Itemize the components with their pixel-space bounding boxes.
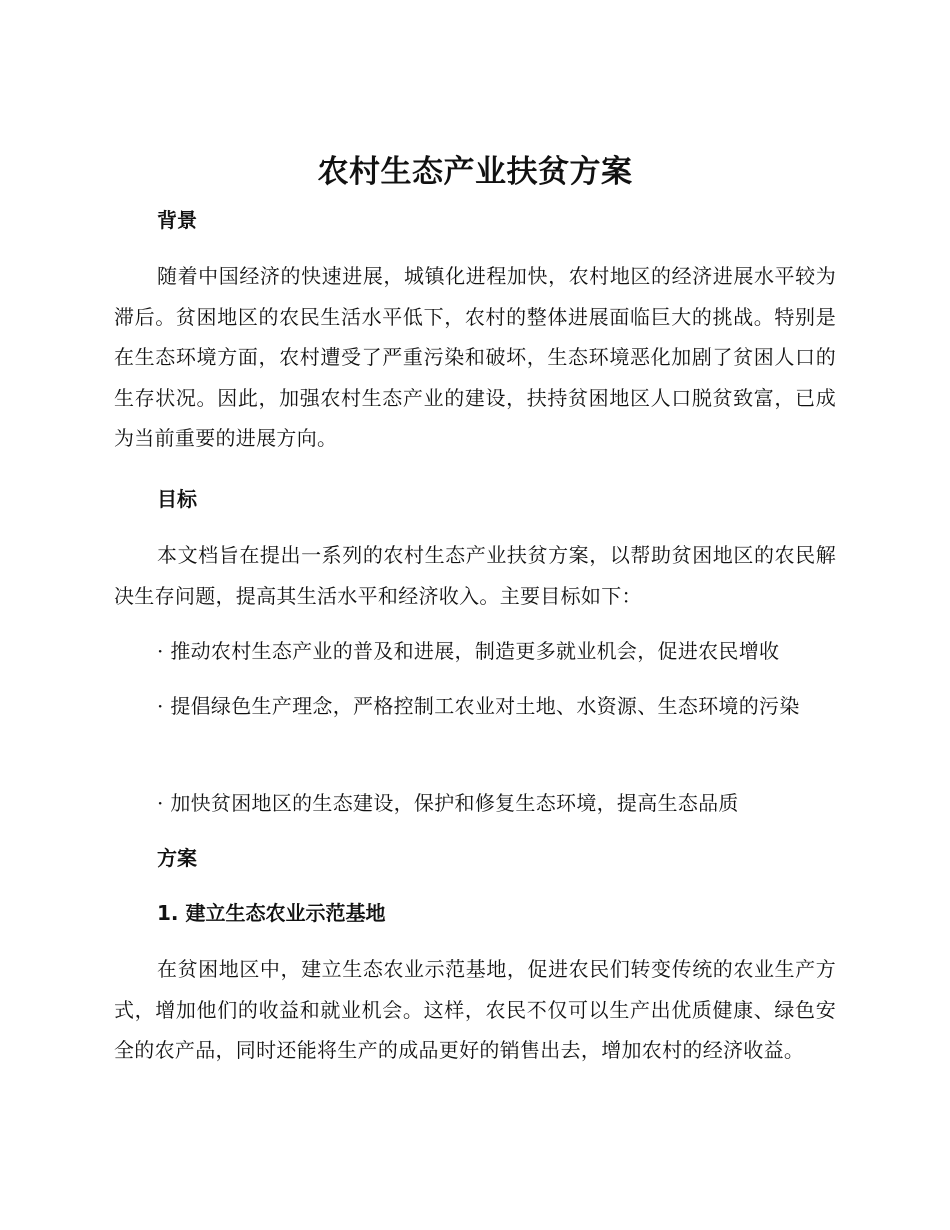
plan-paragraph-1: 在贫困地区中，建立生态农业示范基地，促进农民们转变传统的农业生产方式，增加他们的收益和就业机会。这样，农民不仅可以生产出优质健康、绿色安全的农产品，同时还能将生产的成品更好的销售出去，增加农村的经济收益。 — [114, 957, 836, 1062]
background-paragraph: 随着中国经济的快速进展，城镇化进程加快，农村地区的经济进展水平较为滞后。贫困地区的农民生活水平低下，农村的整体进展面临巨大的挑战。特别是在生态环境方面，农村遭受了严重污染和破坏，生态环境恶化加剧了贫困人口的生存状况。因此，加强农村生态产业的建设，扶持贫困地区人口脱贫致富，已成为当前重要的进展方向。 — [114, 264, 836, 450]
section-heading-goals: 目标 — [157, 487, 197, 511]
section-heading-background: 背景 — [157, 208, 197, 232]
goals-paragraph: 本文档旨在提出一系列的农村生态产业扶贫方案，以帮助贫困地区的农民解决生存问题，提高其生活水平和经济收入。主要目标如下： — [114, 543, 836, 608]
document-title: 农村生态产业扶贫方案 — [317, 154, 633, 190]
goal-bullet-1: · 推动农村生态产业的普及和进展，制造更多就业机会，促进农民增收 — [157, 639, 780, 663]
goal-bullet-3: · 加快贫困地区的生态建设，保护和修复生态环境，提高生态品质 — [157, 791, 739, 815]
goal-bullet-2: · 提倡绿色生产理念，严格控制工农业对土地、水资源、生态环境的污染 — [157, 694, 800, 718]
section-heading-plan: 方案 — [157, 846, 197, 870]
plan-subheading-1: 1. 建立生态农业示范基地 — [157, 901, 386, 925]
